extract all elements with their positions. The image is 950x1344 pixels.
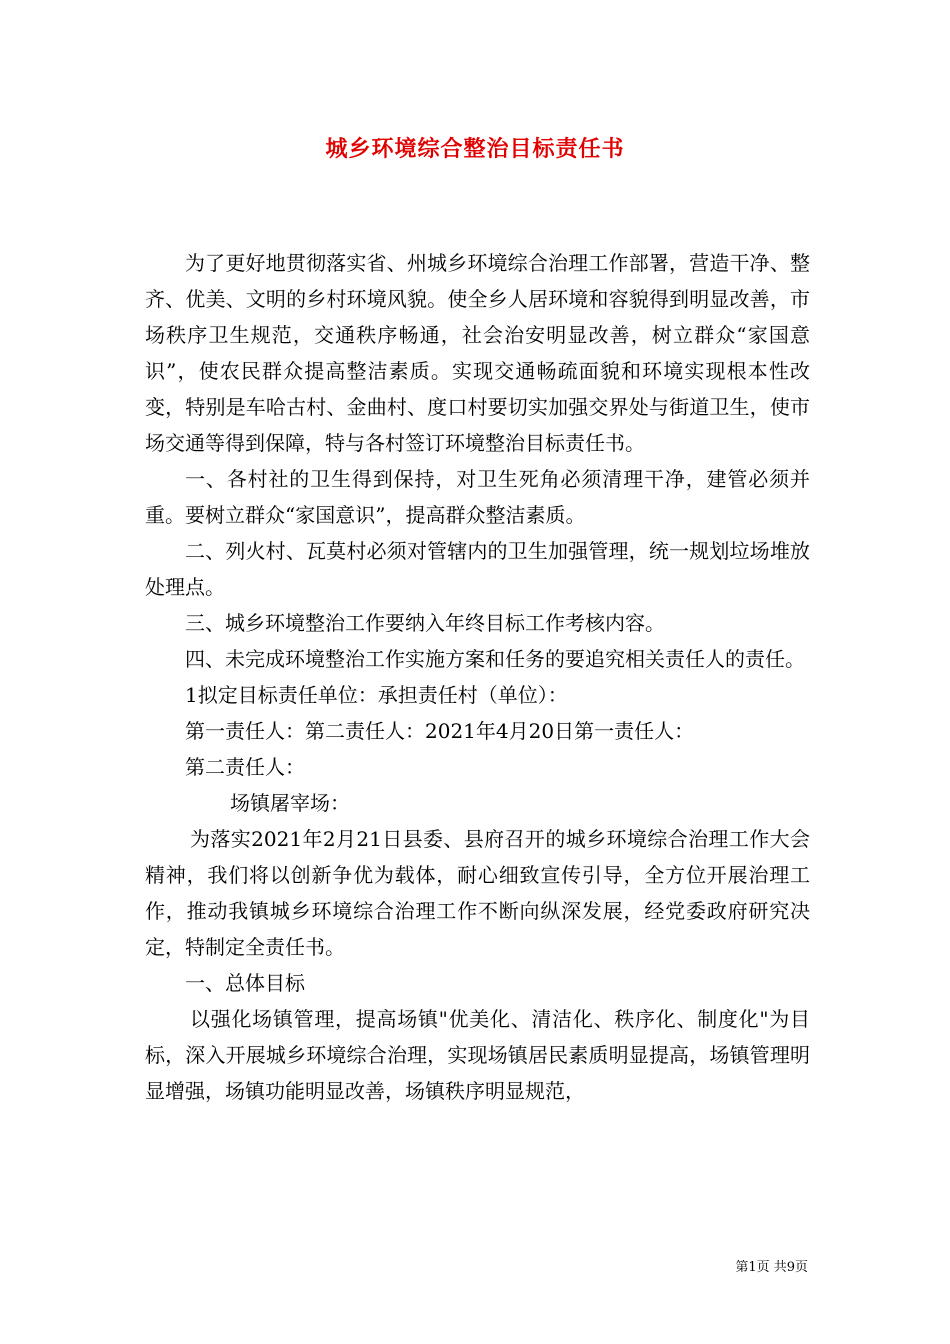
page-number: 第1页 共9页: [735, 1260, 808, 1275]
paragraph-item-4: 四、未完成环境整治工作实施方案和任务的要追究相关责任人的责任。: [185, 647, 805, 671]
paragraph-item-3: 三、城乡环境整治工作要纳入年终目标工作考核内容。: [185, 611, 665, 635]
paragraph-intro: 为了更好地贯彻落实省、州城乡环境综合治理工作部署，营造干净、整齐、优美、文明的乡村环境风貌。使全乡人居环境和容貌得到明显改善，市场秩序卫生规范，交通秩序畅通，社会治安明显改善，树立群众“家国意识”，使农民群众提高整洁素质。实现交通畅疏面貌和环境实现根本性改变，特别是车哈古村、金曲村、度口村要切实加强交界处与街道卫生，使市场交通等得到保障，特与各村签订环境整治目标责任书。: [145, 251, 810, 455]
paragraph-slaughterhouse: 场镇屠宰场：: [230, 791, 350, 815]
paragraph-section-heading: 一、总体目标: [185, 971, 305, 995]
paragraph-implementation: 为落实2021年2月21日县委、县府召开的城乡环境综合治理工作大会精神，我们将以创新争优为载体，耐心细致宣传引导，全方位开展治理工作，推动我镇城乡环境综合治理工作不断向纵深发展，经党委政府研究决定，特制定全责任书。: [145, 827, 810, 959]
paragraph-item-2: 二、列火村、瓦莫村必须对管辖内的卫生加强管理，统一规划垃场堆放处理点。: [145, 539, 810, 599]
paragraph-overall-goal: 以强化场镇管理，提高场镇"优美化、清洁化、秩序化、制度化"为目标，深入开展城乡环境综合治理，实现场镇居民素质明显提高，场镇管理明显增强，场镇功能明显改善，场镇秩序明显规范，: [145, 1007, 810, 1103]
paragraph-responsible-unit: 1拟定目标责任单位：承担责任村（单位）：: [185, 683, 568, 707]
paragraph-second-responsible: 第二责任人：: [185, 755, 305, 779]
document-title: 城乡环境综合整治目标责任书: [325, 136, 625, 162]
paragraph-item-1: 一、各村社的卫生得到保持，对卫生死角必须清理干净，建管必须并重。要树立群众“家国意识”，提高群众整洁素质。: [145, 467, 810, 527]
document-body: [145, 245, 810, 1109]
paragraph-responsible-persons: 第一责任人：第二责任人：2021年4月20日第一责任人：: [185, 719, 695, 743]
